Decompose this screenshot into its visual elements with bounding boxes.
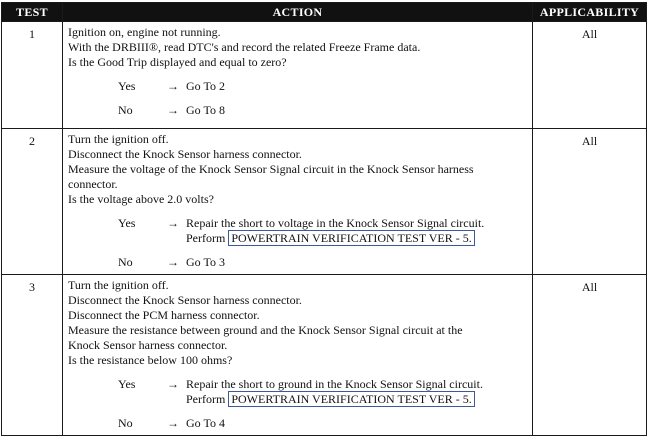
action-line: Is the resistance below 100 ohms? xyxy=(68,353,233,367)
action-cell xyxy=(63,129,533,275)
verification-test-link[interactable]: POWERTRAIN VERIFICATION TEST VER - 5. xyxy=(228,230,474,246)
test-number: 2 xyxy=(2,129,63,275)
no-result: Go To 4 xyxy=(186,416,225,430)
test-number: 3 xyxy=(2,275,63,436)
test-row-3 xyxy=(2,275,647,436)
action-line: Knock Sensor harness connector. xyxy=(68,338,228,352)
header-applicability: APPLICABILITY xyxy=(533,3,647,22)
no-label: No xyxy=(118,255,133,269)
yes-result xyxy=(186,216,484,246)
perform-label: Perform xyxy=(186,231,226,245)
test-row-1 xyxy=(2,22,647,129)
perform-line xyxy=(186,231,484,246)
action-line: With the DRBIII®, read DTC's and record the related Freeze Frame data. xyxy=(68,40,421,54)
applicability-value: All xyxy=(533,129,647,275)
yes-result-text: Repair the short to ground in the Knock Sensor Signal circuit. xyxy=(186,377,483,391)
action-line: Turn the ignition off. xyxy=(68,278,169,292)
test-number: 1 xyxy=(2,22,63,129)
applicability-value: All xyxy=(533,22,647,129)
no-result: Go To 8 xyxy=(186,103,225,117)
yes-result-text: Repair the short to voltage in the Knock Sensor Signal circuit. xyxy=(186,216,485,230)
yes-branch xyxy=(68,216,526,246)
yes-label: Yes xyxy=(118,79,136,93)
yes-result xyxy=(186,377,483,407)
no-result: Go To 3 xyxy=(186,255,225,269)
arrow-icon: → xyxy=(167,79,179,93)
action-line: Is the Good Trip displayed and equal to zero? xyxy=(68,55,287,69)
header-action: ACTION xyxy=(63,3,533,22)
action-cell xyxy=(63,22,533,129)
no-branch xyxy=(68,416,526,431)
arrow-icon: → xyxy=(167,416,179,430)
yes-result: Go To 2 xyxy=(186,79,225,93)
arrow-icon: → xyxy=(167,216,179,230)
yes-branch xyxy=(68,377,526,407)
action-cell xyxy=(63,275,533,436)
no-branch xyxy=(68,103,526,118)
arrow-icon: → xyxy=(167,377,179,391)
perform-line xyxy=(186,392,483,407)
action-line: Measure the voltage of the Knock Sensor Signal circuit in the Knock Sensor harness xyxy=(68,162,474,176)
action-line: connector. xyxy=(68,177,118,191)
applicability-value: All xyxy=(533,275,647,436)
action-line: Ignition on, engine not running. xyxy=(68,25,221,39)
yes-label: Yes xyxy=(118,377,136,391)
perform-label: Perform xyxy=(186,392,226,406)
no-label: No xyxy=(118,416,133,430)
yes-label: Yes xyxy=(118,216,136,230)
diagnostic-test-table xyxy=(1,2,647,436)
header-test: TEST xyxy=(2,3,63,22)
action-line: Measure the resistance between ground and the Knock Sensor Signal circuit at the xyxy=(68,323,463,337)
arrow-icon: → xyxy=(167,255,179,269)
arrow-icon: → xyxy=(167,103,179,117)
yes-branch xyxy=(68,79,526,94)
action-line: Is the voltage above 2.0 volts? xyxy=(68,192,214,206)
no-label: No xyxy=(118,103,133,117)
no-branch xyxy=(68,255,526,270)
verification-test-link[interactable]: POWERTRAIN VERIFICATION TEST VER - 5. xyxy=(228,391,474,407)
action-line: Turn the ignition off. xyxy=(68,132,169,146)
table-header-row xyxy=(2,3,647,22)
action-line: Disconnect the Knock Sensor harness connector. xyxy=(68,293,302,307)
action-line: Disconnect the Knock Sensor harness connector. xyxy=(68,147,302,161)
test-row-2 xyxy=(2,129,647,275)
action-line: Disconnect the PCM harness connector. xyxy=(68,308,260,322)
